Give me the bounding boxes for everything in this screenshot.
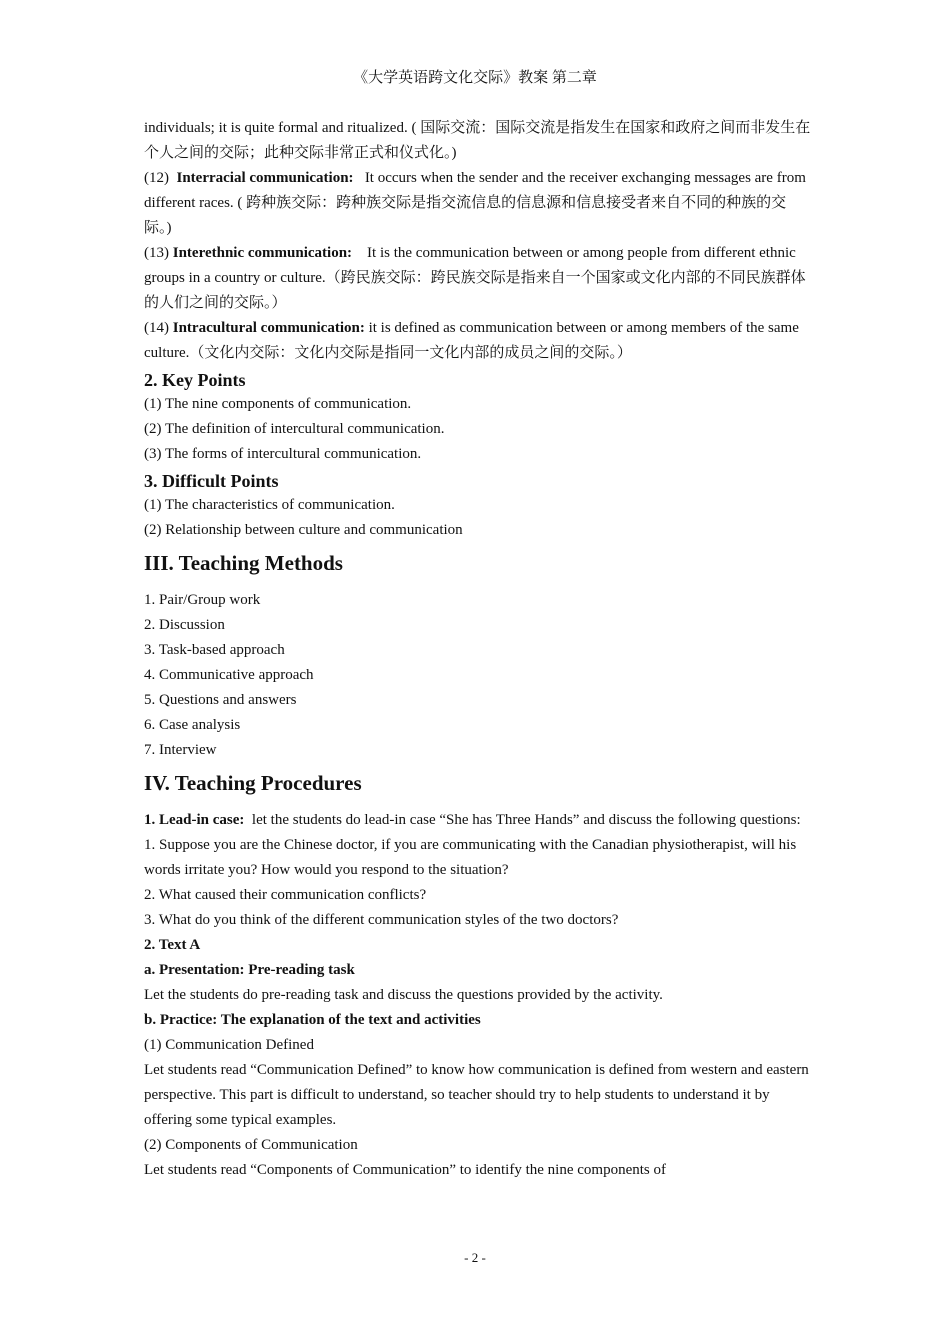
practice-heading <box>144 1008 812 1033</box>
item-number: (14) <box>144 320 169 336</box>
lead-in-paragraph <box>144 808 812 833</box>
subsection-title: (2) Components of Communication <box>144 1137 358 1153</box>
definition-text: It occurs when the sender and the receiver exchanging messages are from different races. ( 跨种族交际：跨种族交际是指交流信息的信息源和信息接受者来自不同的种族的交际。) <box>144 170 806 236</box>
subsection-text: Let students read “Communication Defined” to know how communication is defined from western and eastern perspective. This part is difficult to understand, so teacher should try to help students to understand it by offering some typical examples. <box>144 1062 809 1128</box>
text-a-heading <box>144 933 812 958</box>
page-number: - 2 - <box>464 1250 486 1265</box>
presentation-text: Let the students do pre-reading task and discuss the questions provided by the activity. <box>144 987 663 1003</box>
subsection-title: (1) Communication Defined <box>144 1037 314 1053</box>
list-item: 5. Questions and answers <box>144 692 297 708</box>
list-item: (1) The nine components of communication. <box>144 396 412 412</box>
paragraph-12 <box>144 166 812 241</box>
presentation-heading <box>144 958 812 983</box>
list-item: 4. Communicative approach <box>144 667 314 683</box>
item-number: (12) <box>144 170 169 186</box>
question-item: 3. What do you think of the different communication styles of the two doctors? <box>144 912 619 928</box>
lead-in-label: 1. Lead-in case: <box>144 812 245 828</box>
presentation-label: a. Presentation: Pre-reading task <box>144 962 355 978</box>
teaching-methods-heading: III. Teaching Methods <box>144 551 343 575</box>
list-item: 2. Discussion <box>144 617 225 633</box>
list-item: 6. Case analysis <box>144 717 241 733</box>
list-item: 7. Interview <box>144 742 217 758</box>
page-header: 《大学英语跨文化交际》教案 第二章 <box>353 70 597 86</box>
list-item: 1. Pair/Group work <box>144 592 261 608</box>
term-interracial: Interracial communication: <box>176 170 354 186</box>
subsection-text: Let students read “Components of Communication” to identify the nine components of <box>144 1162 666 1178</box>
list-item: 3. Task-based approach <box>144 642 285 658</box>
key-points-heading: 2. Key Points <box>144 370 246 390</box>
practice-label: b. Practice: The explanation of the text and activities <box>144 1012 481 1028</box>
item-number: (13) <box>144 245 169 261</box>
question-item: 2. What caused their communication conflicts? <box>144 887 427 903</box>
question-item: 1. Suppose you are the Chinese doctor, if you are communicating with the Canadian physiotherapist, will his words irritate you? How would you respond to the situation? <box>144 837 797 878</box>
lead-in-text: let the students do lead-in case “She has Three Hands” and discuss the following questions: <box>251 812 801 828</box>
definition-text: it is defined as communication between or among members of the same culture.（文化内交际：文化内交际是指同一文化内部的成员之间的交际。） <box>144 320 799 361</box>
paragraph-14 <box>144 316 812 366</box>
teaching-procedures-heading: IV. Teaching Procedures <box>144 771 362 795</box>
term-interethnic: Interethnic communication: <box>172 245 353 261</box>
paragraph-11-tail: individuals; it is quite formal and ritualized. ( 国际交流：国际交流是指发生在国家和政府之间而非发生在个人之间的交际；此种交际非常正式和仪式化。) <box>144 120 811 161</box>
paragraph-13 <box>144 241 812 316</box>
difficult-points-heading: 3. Difficult Points <box>144 471 279 491</box>
text-a-label: 2. Text A <box>144 937 201 953</box>
list-item: (2) The definition of intercultural communication. <box>144 421 445 437</box>
list-item: (3) The forms of intercultural communication. <box>144 446 422 462</box>
list-item: (1) The characteristics of communication. <box>144 497 395 513</box>
document-body <box>144 116 812 1183</box>
definition-text: It is the communication between or among people from different ethnic groups in a country or culture.（跨民族交际：跨民族交际是指来自一个国家或文化内部的不同民族群体的人们之间的交际。） <box>144 245 806 311</box>
list-item: (2) Relationship between culture and communication <box>144 522 463 538</box>
term-intracultural: Intracultural communication: <box>172 320 365 336</box>
